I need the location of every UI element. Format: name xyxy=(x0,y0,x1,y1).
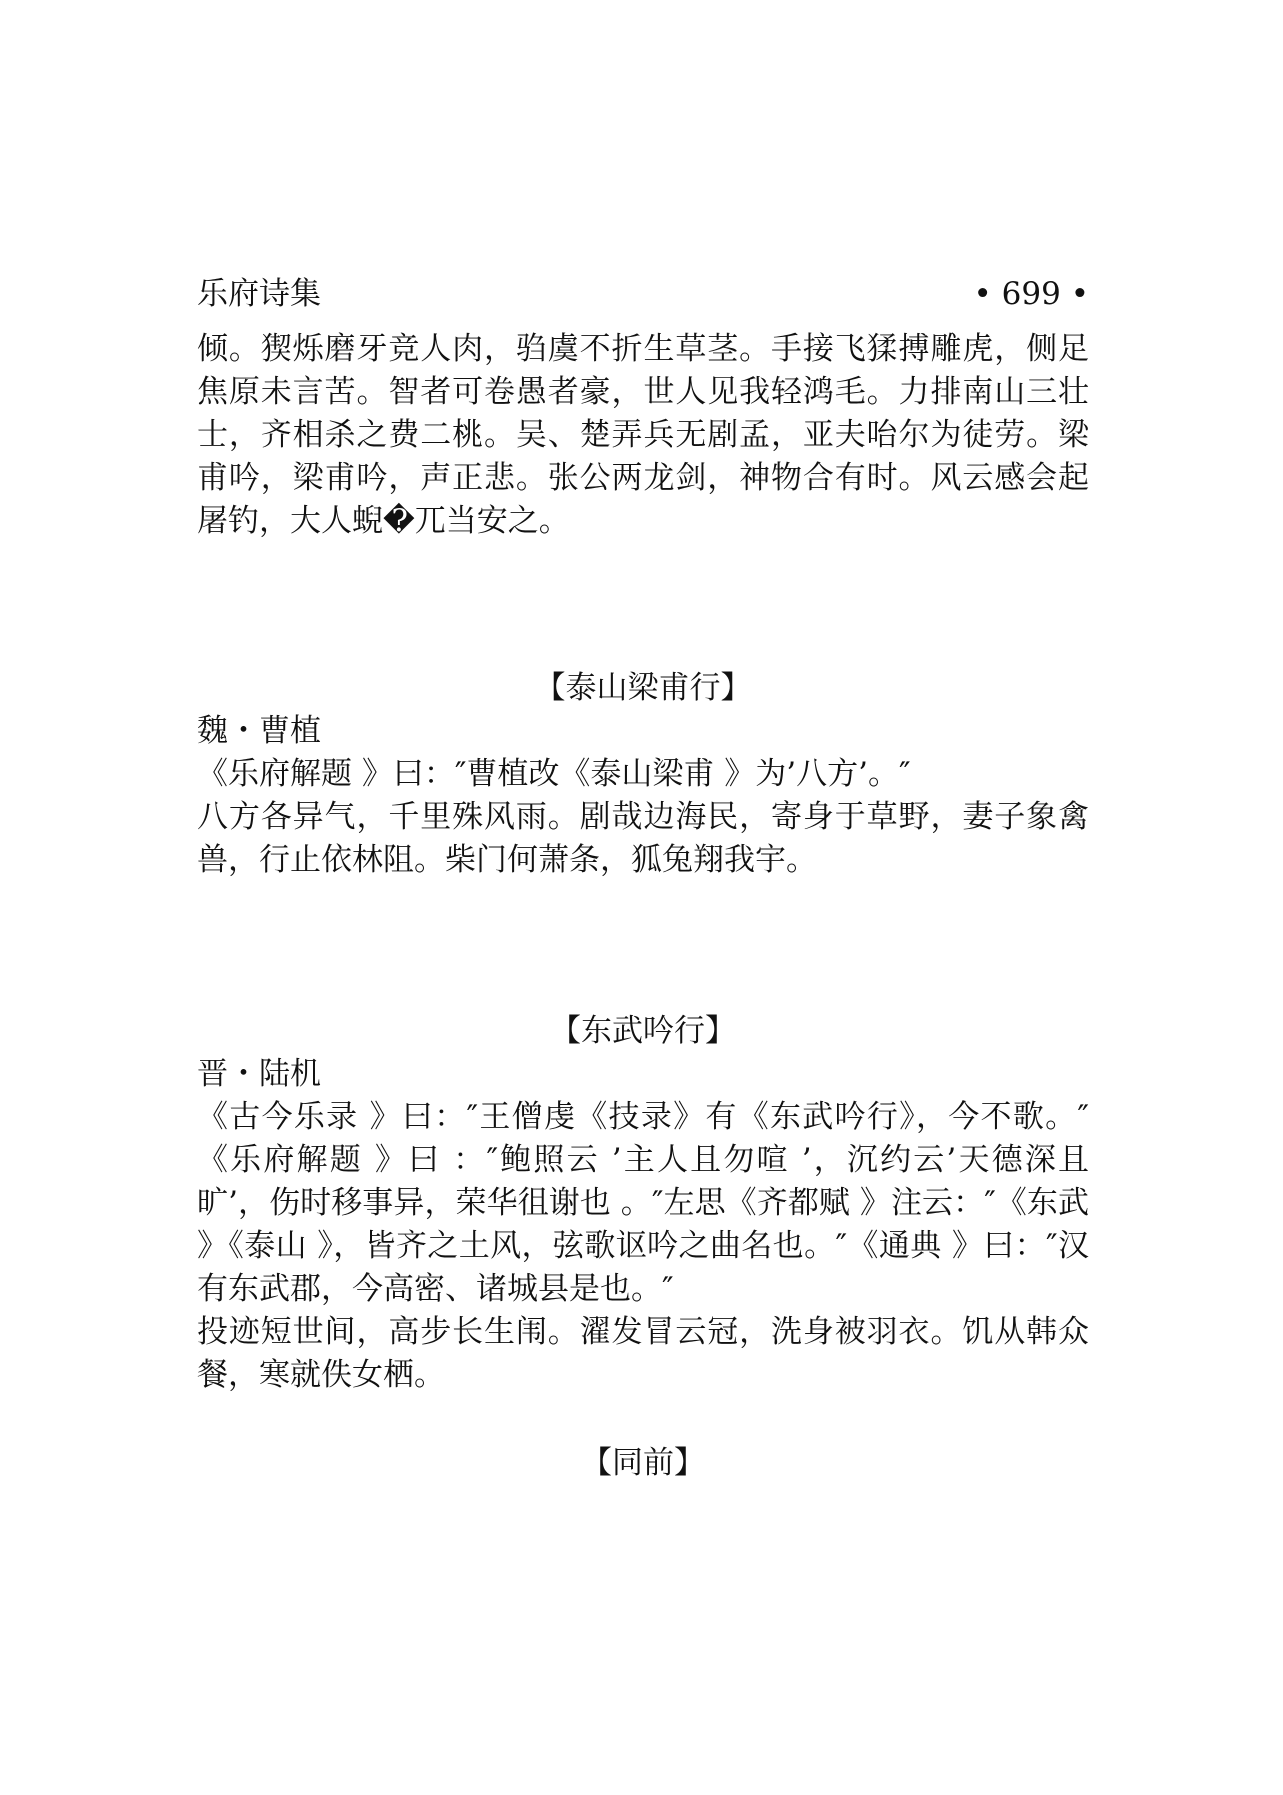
page-header xyxy=(197,266,1089,322)
document-page xyxy=(197,266,1089,1485)
section-title: 【泰山梁甫行】 xyxy=(534,670,752,706)
section-gap xyxy=(197,882,1089,1010)
section-preface: 《乐府解题 》曰：″曹植改《泰山梁甫 》为’八方’。″ xyxy=(197,756,911,792)
section-title: 【东武吟行】 xyxy=(550,1013,736,1049)
section-preface: 《古今乐录 》曰：″王僧虔《技录》有《东武吟行》，今不歌。″《乐府解题 》曰 ：″鲍照云 ’主人且勿喧 ’，沉约云’天德深且旷’，伤时移事异，荣华徂谢也 。″左思《齐都赋 》注云：″《东武 》《泰山 》，皆齐之土风，弦歌讴吟之曲名也。″《通典 》曰：″汉有东武郡，今高密、诸城县是也。″ xyxy=(197,1099,1089,1307)
section-author: 魏・曹植 xyxy=(197,713,321,749)
section-author: 晋・陆机 xyxy=(197,1056,321,1092)
continuation-text: 倾。猰烁磨牙竞人肉，驺虞不折生草茎。手接飞猱搏雕虎，侧足焦原未言苦。智者可卷愚者豪，世人见我轻鸿毛。力排南山三壮士，齐相杀之费二桃。吴、楚弄兵无剧孟，亚夫咍尔为徒劳。梁甫吟，梁甫吟，声正悲。张公两龙剑，神物合有时。风云感会起屠钓，大人蜺�兀当安之。 xyxy=(197,331,1089,539)
page-number: • 699 • xyxy=(973,276,1089,312)
section-gap xyxy=(197,543,1089,667)
section-title: 【同前】 xyxy=(581,1445,705,1481)
section-poem: 投迹短世间，高步长生闱。濯发冒云冠，洗身被羽衣。饥从韩众餐，寒就佚女栖。 xyxy=(197,1314,1089,1393)
section-poem: 八方各异气，千里殊风雨。剧哉边海民，寄身于草野，妻子象禽兽，行止依林阻。柴门何萧条，狐兔翔我宇。 xyxy=(197,799,1089,878)
section-gap xyxy=(197,1397,1089,1442)
book-title: 乐府诗集 xyxy=(197,276,321,312)
